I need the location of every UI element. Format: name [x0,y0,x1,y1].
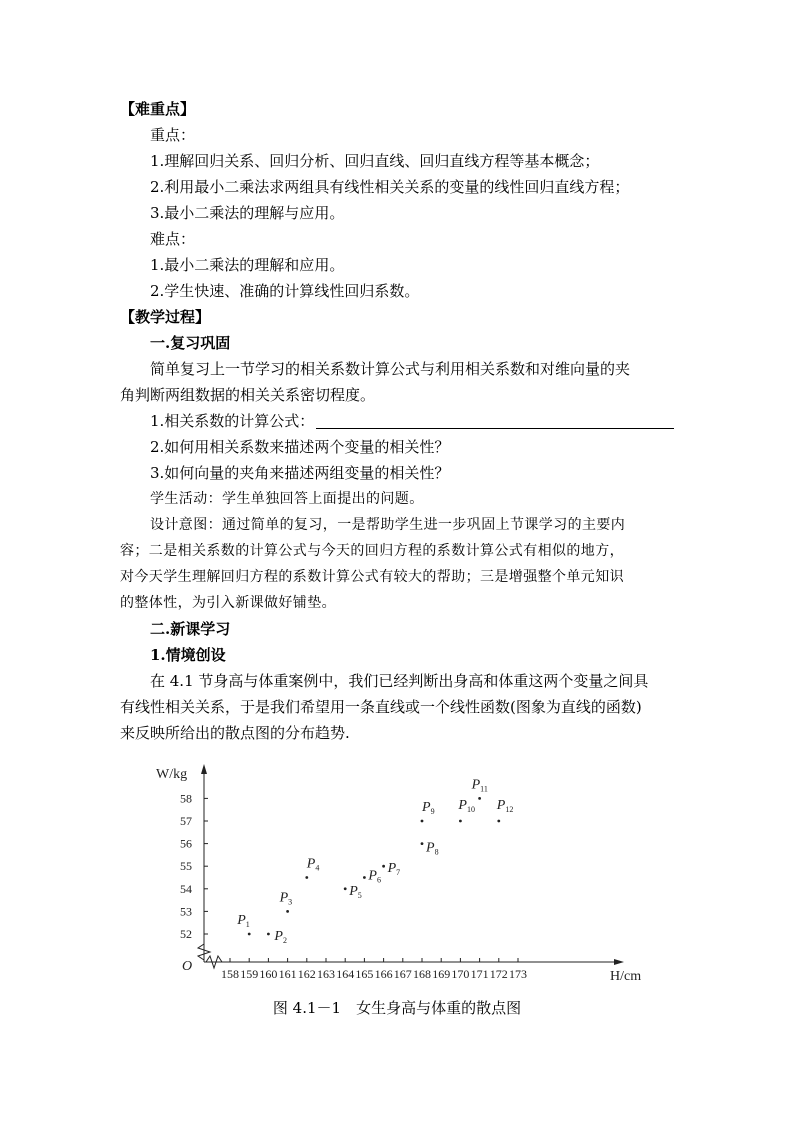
review-heading: 一.复习巩固 [150,334,231,352]
point-label-p12: $P_{12}$ [496,798,514,814]
data-point-p5 [344,887,347,890]
data-point-p12 [497,820,500,823]
data-point-p8 [421,842,424,845]
difficulties-heading: 【难重点】 [120,100,196,118]
x-tick-label: 158 [221,967,239,981]
point-label-p7: $P_7$ [387,861,401,878]
point-label-p4: $P_4$ [306,856,320,873]
scenario-text-line-2: 有线性相关关系，于是我们希望用一条直线或一个线性函数(图象为直线的函数) [120,698,642,716]
difficult-points-label: 难点： [150,230,196,248]
question-1-text: 1.相关系数的计算公式： [150,412,315,430]
process-heading: 【教学过程】 [120,308,211,326]
figure-caption: 图 4.1－1 女生身高与体重的散点图 [272,999,522,1017]
design-intent-line-4: 的整体性，为引入新课做好铺垫。 [120,595,336,611]
y-tick-label: 57 [180,814,192,828]
y-tick-label: 53 [180,904,192,919]
design-intent-line-2: 容；二是相关系数的计算公式与今天的回归方程的系数计算公式有相似的地方， [120,543,624,559]
x-axis-label: H/cm [610,969,642,984]
data-point-p4 [305,876,308,879]
question-1 [150,408,710,434]
point-label-p11: $P_{11}$ [471,777,488,794]
data-point-p2 [267,933,270,936]
x-tick-label: 167 [393,967,412,981]
point-label-p6: $P_6$ [368,868,381,885]
x-tick-label: 164 [336,967,355,981]
data-point-p9 [421,820,424,823]
x-tick-label: 162 [297,967,316,981]
y-tick-label: 58 [180,791,192,806]
point-label-p5: $P_5$ [349,883,362,900]
key-points-label: 重点： [150,126,196,144]
point-label-p10: $P_{10}$ [458,798,475,814]
review-intro-line-1: 简单复习上一节学习的相关系数计算公式与利用相关系数和对维向量的夹 [150,360,631,378]
new-lesson-heading: 二.新课学习 [150,620,231,638]
point-label-p1: $P_1$ [237,913,250,929]
x-tick-label: 169 [432,967,451,981]
data-point-p7 [382,865,385,868]
x-tick-label: 168 [413,967,431,981]
y-axis-label: W/kg [156,767,188,782]
answer-blank [316,412,674,429]
review-intro-line-2: 角判断两组数据的相关关系密切程度。 [120,386,376,404]
y-tick-label: 52 [180,927,192,941]
point-label-p9: $P_9$ [422,800,435,816]
y-tick-label: 55 [180,859,192,874]
key-point-3: 3.最小二乘法的理解与应用。 [150,204,345,222]
question-2: 2.如何用相关系数来描述两个变量的相关性？ [150,438,450,456]
x-tick-label: 163 [317,967,335,981]
data-point-p11 [478,797,481,800]
point-label-p3: $P_3$ [279,890,293,907]
key-point-2: 2.利用最小二乘法求两组具有线性相关关系的变量的线性回归直线方程； [150,178,630,196]
point-label-p8: $P_8$ [426,840,439,857]
x-tick-label: 159 [240,967,259,981]
point-label-p2: $P_2$ [274,929,287,945]
x-tick-label: 171 [470,967,489,981]
question-3: 3.如何向量的夹角来描述两组变量的相关性？ [150,464,450,482]
design-intent-line-3: 对今天学生理解回归方程的系数计算公式有较大的帮助；三是增强整个单元知识 [120,569,624,585]
x-tick-label: 166 [374,967,393,981]
x-axis-arrow [614,959,624,965]
y-tick-label: 54 [180,881,192,896]
x-tick-label: 170 [451,967,470,981]
x-tick-label: 173 [509,967,527,981]
key-point-1: 1.理解回归关系、回归分析、回归直线、回归直线方程等基本概念； [150,152,600,170]
origin-label: O [182,959,193,974]
scatter-plot [148,756,668,984]
data-point-p1 [248,933,251,936]
x-tick-label: 160 [259,967,278,981]
difficult-point-2: 2.学生快速、准确的计算线性回归系数。 [150,282,420,300]
difficult-point-1: 1.最小二乘法的理解和应用。 [150,256,345,274]
scenario-text-line-1: 在 4.1 节身高与体重案例中，我们已经判断出身高和体重这两个变量之间具 [150,672,649,690]
scenario-text-line-3: 来反映所给出的散点图的分布趋势. [120,724,350,742]
x-tick-label: 165 [355,967,374,981]
design-intent-line-1: 设计意图：通过简单的复习，一是帮助学生进一步巩固上节课学习的主要内 [150,517,626,533]
y-tick-label: 56 [180,836,192,851]
x-tick-label: 172 [489,967,508,981]
data-point-p10 [459,820,462,823]
x-tick-label: 161 [278,967,297,981]
data-point-p3 [286,910,289,913]
scenario-heading: 1.情境创设 [150,646,226,664]
data-point-p6 [363,876,366,879]
student-activity: 学生活动：学生单独回答上面提出的问题。 [150,491,424,507]
y-axis-arrow [201,764,207,774]
